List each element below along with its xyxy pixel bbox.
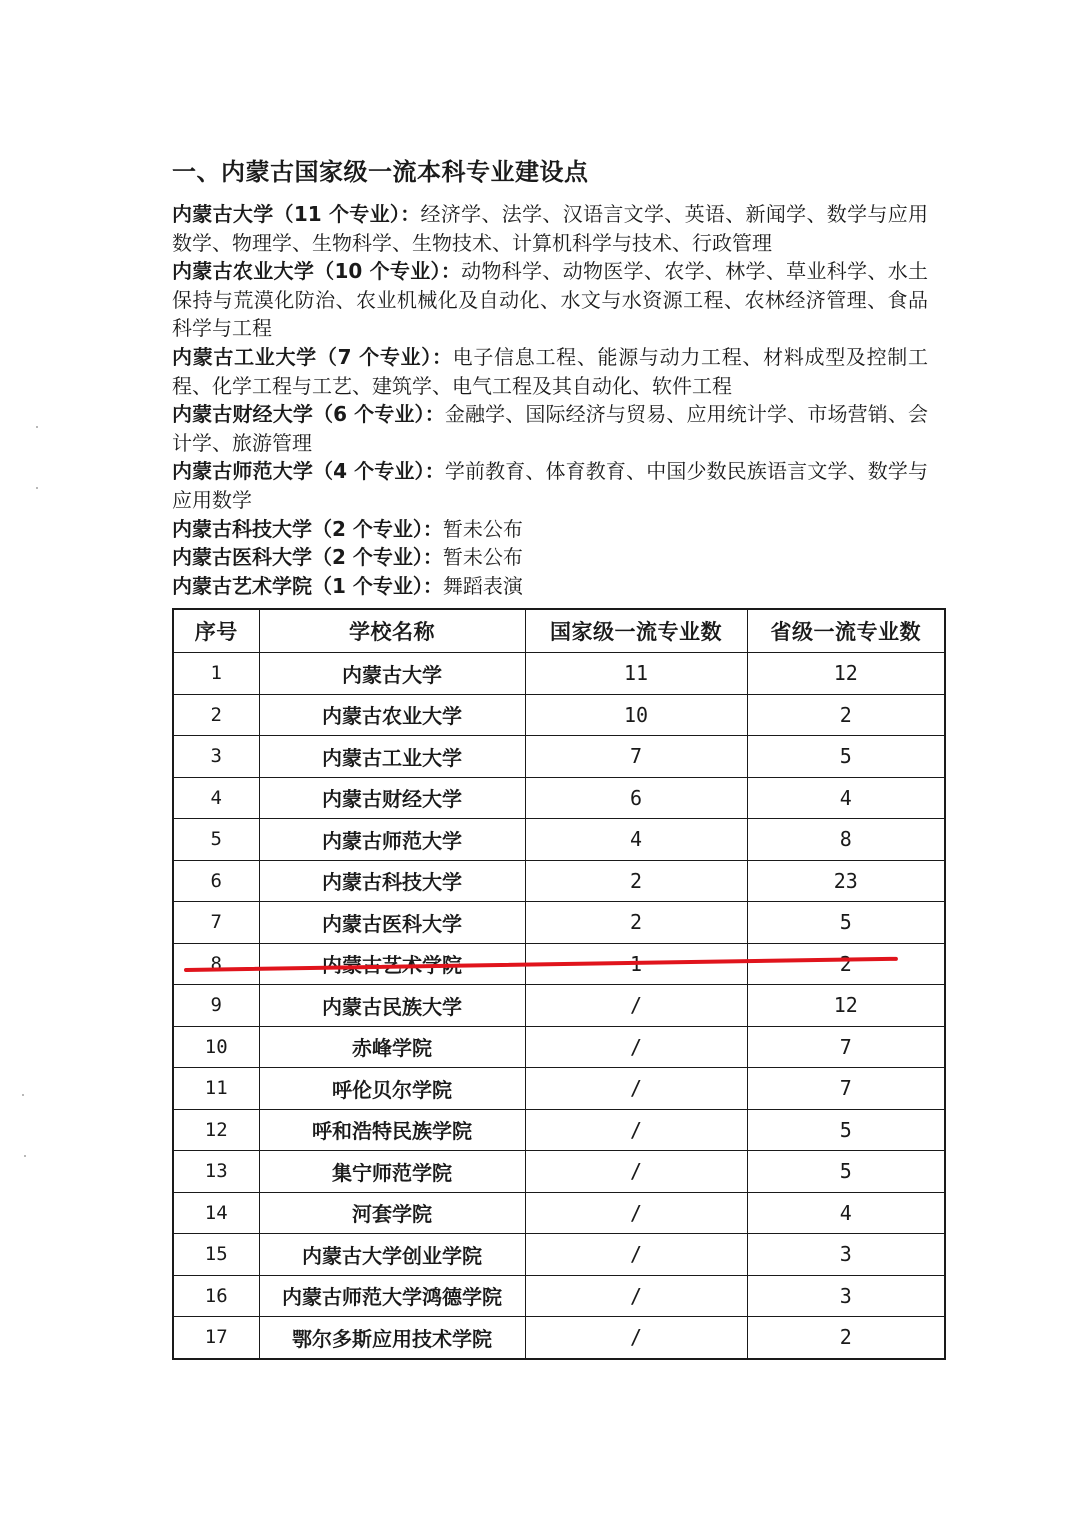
cell-school: 内蒙古民族大学 (259, 985, 525, 1027)
cell-provincial: 3 (747, 1275, 945, 1317)
scan-speck (24, 1155, 26, 1157)
cell-seq: 8 (173, 943, 259, 985)
cell-national: / (525, 1068, 747, 1110)
cell-school: 内蒙古大学创业学院 (259, 1234, 525, 1276)
scan-speck (22, 1094, 24, 1096)
cell-seq: 14 (173, 1192, 259, 1234)
table-row (173, 1151, 945, 1193)
cell-national: 10 (525, 694, 747, 736)
cell-provincial: 8 (747, 819, 945, 861)
majors-list: 电子信息工程、能源与动力工程、材料成型及控制工程、化学工程与工艺、建筑学、电气工程及其自动化、软件工程 (172, 344, 929, 398)
scan-speck (36, 426, 38, 428)
table-row (173, 1192, 945, 1234)
table-row (173, 694, 945, 736)
cell-national: / (525, 1109, 747, 1151)
university-name: 内蒙古工业大学（7 个专业） (172, 344, 432, 369)
cell-seq: 10 (173, 1026, 259, 1068)
majors-list: 暂未公布 (442, 516, 523, 541)
cell-national: 7 (525, 736, 747, 778)
cell-school: 内蒙古工业大学 (259, 736, 525, 778)
cell-school: 集宁师范学院 (259, 1151, 525, 1193)
cell-seq: 4 (173, 777, 259, 819)
table-row (173, 1234, 945, 1276)
university-entry (172, 543, 928, 572)
table-row (173, 1109, 945, 1151)
cell-provincial: 3 (747, 1234, 945, 1276)
majors-list: 暂未公布 (442, 545, 523, 570)
cell-school: 内蒙古大学 (259, 653, 525, 695)
entry-separator: ： (424, 459, 445, 484)
table-row (173, 653, 945, 695)
scan-speck (36, 487, 38, 489)
university-entry (172, 457, 928, 514)
entry-separator: ： (400, 202, 421, 226)
majors-list: 舞蹈表演 (442, 573, 523, 598)
cell-national: 6 (525, 777, 747, 819)
cell-school: 呼和浩特民族学院 (259, 1109, 525, 1151)
cell-national: 4 (525, 819, 747, 861)
table-row (173, 1026, 945, 1068)
university-name: 内蒙古师范大学（4 个专业） (172, 459, 425, 484)
cell-school: 赤峰学院 (259, 1026, 525, 1068)
majors-list: 金融学、国际经济与贸易、应用统计学、市场营销、会计学、旅游管理 (172, 402, 929, 455)
cell-national: 2 (525, 860, 747, 902)
university-entry (172, 343, 928, 400)
cell-provincial: 12 (747, 653, 945, 695)
cell-seq: 15 (173, 1234, 259, 1276)
majors-list: 经济学、法学、汉语言文学、英语、新闻学、数学与应用数学、物理学、生物科学、生物技术、计算机科学与技术、行政管理 (172, 202, 928, 255)
cell-provincial: 5 (747, 1151, 945, 1193)
university-name: 内蒙古财经大学（6 个专业） (172, 402, 425, 427)
university-entries (172, 200, 928, 600)
table-row (173, 860, 945, 902)
cell-school: 内蒙古医科大学 (259, 902, 525, 944)
cell-seq: 13 (173, 1151, 259, 1193)
university-name: 内蒙古农业大学（10 个专业） (172, 259, 441, 284)
cell-school: 鄂尔多斯应用技术学院 (259, 1317, 525, 1359)
table-row (173, 736, 945, 778)
university-name: 内蒙古艺术学院（1 个专业） (172, 573, 423, 598)
university-name: 内蒙古科技大学（2 个专业） (172, 516, 423, 541)
cell-provincial: 12 (747, 985, 945, 1027)
cell-seq: 2 (173, 694, 259, 736)
majors-list: 动物科学、动物医学、农学、林学、草业科学、水土保持与荒漠化防治、农业机械化及自动化、水文与水资源工程、农林经济管理、食品科学与工程 (172, 259, 929, 341)
cell-national: / (525, 1026, 747, 1068)
column-header-national: 国家级一流专业数 (525, 609, 747, 653)
cell-seq: 1 (173, 653, 259, 695)
entry-separator: ： (424, 402, 445, 427)
cell-national: / (525, 985, 747, 1027)
cell-seq: 11 (173, 1068, 259, 1110)
cell-provincial: 4 (747, 777, 945, 819)
cell-school: 内蒙古科技大学 (259, 860, 525, 902)
summary-table (172, 608, 946, 1360)
cell-seq: 17 (173, 1317, 259, 1359)
cell-national: / (525, 1275, 747, 1317)
table-row (173, 819, 945, 861)
section-heading: 一、内蒙古国家级一流本科专业建设点 (172, 158, 589, 186)
cell-seq: 5 (173, 819, 259, 861)
university-entry (172, 515, 928, 544)
cell-seq: 6 (173, 860, 259, 902)
cell-school: 呼伦贝尔学院 (259, 1068, 525, 1110)
table-row (173, 777, 945, 819)
cell-school: 河套学院 (259, 1192, 525, 1234)
entry-separator: ： (440, 259, 462, 284)
cell-school: 内蒙古师范大学 (259, 819, 525, 861)
university-entry (172, 257, 928, 343)
cell-school: 内蒙古师范大学鸿德学院 (259, 1275, 525, 1317)
table-row (173, 1275, 945, 1317)
cell-national: / (525, 1317, 747, 1359)
cell-provincial: 5 (747, 1109, 945, 1151)
cell-seq: 12 (173, 1109, 259, 1151)
university-name: 内蒙古大学（11 个专业） (172, 202, 401, 226)
column-header-provincial: 省级一流专业数 (747, 609, 945, 653)
entry-separator: ： (422, 545, 443, 570)
entry-separator: ： (431, 344, 453, 369)
cell-provincial: 4 (747, 1192, 945, 1234)
university-entry (172, 400, 928, 457)
entry-separator: ： (422, 573, 443, 598)
cell-seq: 7 (173, 902, 259, 944)
table-row (173, 1317, 945, 1359)
cell-seq: 3 (173, 736, 259, 778)
table-row (173, 1068, 945, 1110)
cell-seq: 16 (173, 1275, 259, 1317)
table-row (173, 902, 945, 944)
university-entry (172, 200, 928, 257)
cell-provincial: 5 (747, 902, 945, 944)
cell-provincial: 7 (747, 1068, 945, 1110)
cell-provincial: 23 (747, 860, 945, 902)
university-entry (172, 572, 928, 601)
column-header-school: 学校名称 (259, 609, 525, 653)
cell-national: / (525, 1192, 747, 1234)
cell-national: 2 (525, 902, 747, 944)
cell-school: 内蒙古财经大学 (259, 777, 525, 819)
table-header-row (173, 609, 945, 653)
university-name: 内蒙古医科大学（2 个专业） (172, 545, 423, 570)
cell-seq: 9 (173, 985, 259, 1027)
cell-school: 内蒙古农业大学 (259, 694, 525, 736)
cell-national: 11 (525, 653, 747, 695)
cell-provincial: 2 (747, 694, 945, 736)
table-row (173, 985, 945, 1027)
cell-provincial: 5 (747, 736, 945, 778)
cell-national: / (525, 1151, 747, 1193)
entry-separator: ： (422, 516, 443, 541)
cell-provincial: 2 (747, 943, 945, 985)
cell-provincial: 2 (747, 1317, 945, 1359)
column-header-seq: 序号 (173, 609, 259, 653)
cell-national: / (525, 1234, 747, 1276)
majors-list: 学前教育、体育教育、中国少数民族语言文学、数学与应用数学 (172, 459, 929, 512)
cell-provincial: 7 (747, 1026, 945, 1068)
